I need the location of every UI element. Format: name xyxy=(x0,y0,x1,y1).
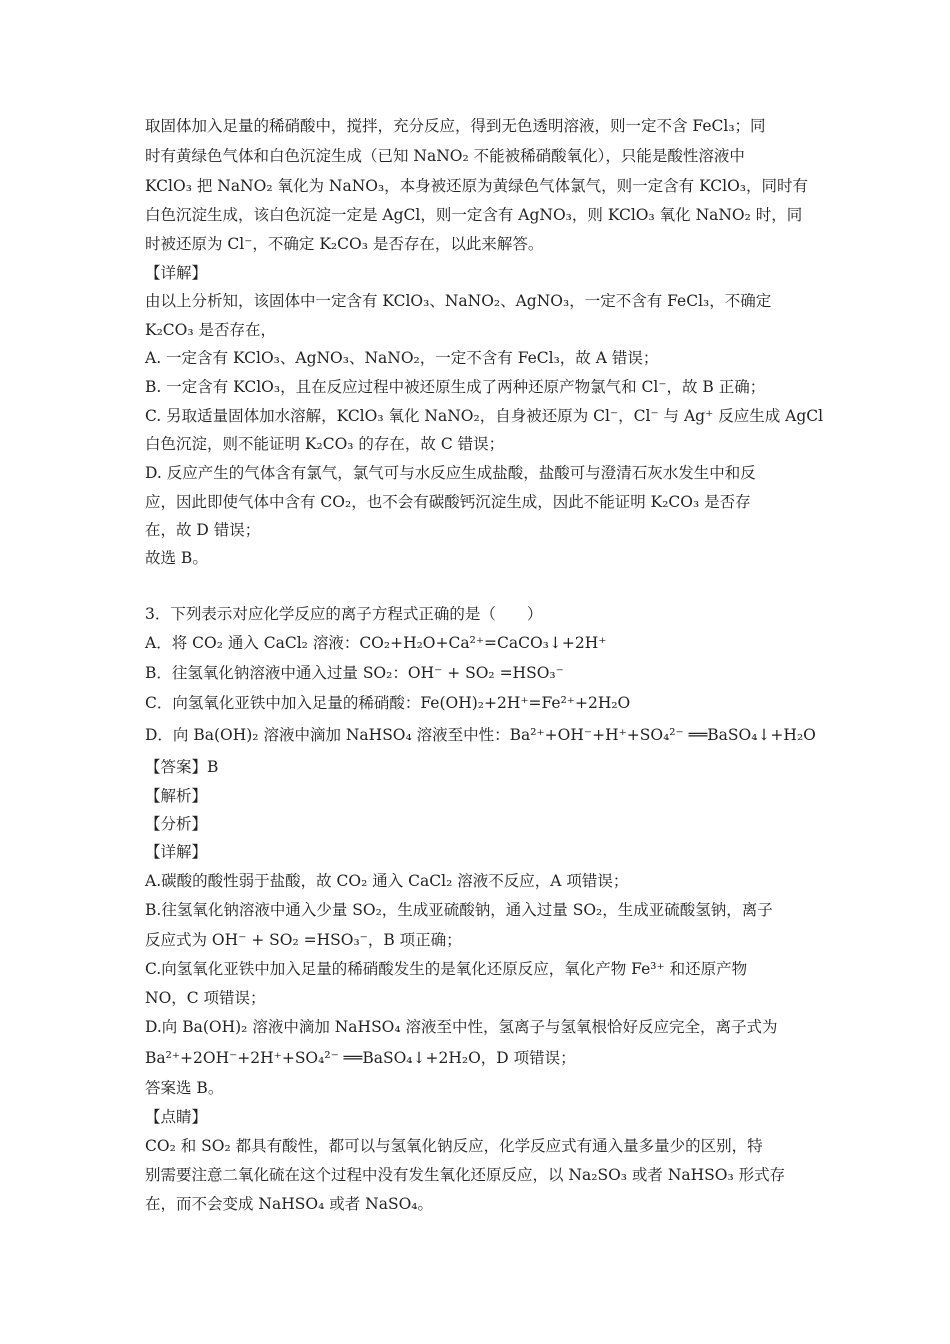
option-analysis-c: C. 另取适量固体加水溶解，KClO₃ 氧化 NaNO₂，自身被还原为 Cl⁻，Cl⁻ 与 Ag⁺ 反应生成 AgCl xyxy=(145,407,824,425)
explanation-c: C.向氢氧化亚铁中加入足量的稀硝酸发生的是氧化还原反应，氧化产物 Fe³⁺ 和还原产物 xyxy=(145,960,748,978)
paragraph-line: Ba²⁺+2OH⁻+2H⁺+SO₄²⁻ ══BaSO₄↓+2H₂O，D 项错误； xyxy=(145,1049,576,1067)
paragraph-line: 由以上分析知，该固体中一定含有 KClO₃、NaNO₂、AgNO₃，一定不含有 FeCl₃，不确定 xyxy=(145,292,772,310)
section-heading: 【详解】 xyxy=(145,843,208,861)
paragraph-line: 取固体加入足量的稀硝酸中，搅拌，充分反应，得到无色透明溶液，则一定不含 FeCl₃；同 xyxy=(145,117,766,135)
paragraph-line: 在，而不会变成 NaHSO₄ 或者 NaSO₄。 xyxy=(145,1195,433,1213)
paragraph-line: 应，因此即使气体中含有 CO₂，也不会有碳酸钙沉淀生成，因此不能证明 K₂CO₃ 是否存 xyxy=(145,493,751,511)
paragraph-line: 反应式为 OH⁻ + SO₂ =HSO₃⁻，B 项正确； xyxy=(145,931,462,949)
paragraph-line: NO，C 项错误； xyxy=(145,989,266,1007)
choice-a: A．将 CO₂ 通入 CaCl₂ 溶液：CO₂+H₂O+Ca²⁺=CaCO₃↓+2H⁺ xyxy=(145,634,607,652)
explanation-d: D.向 Ba(OH)₂ 溶液中滴加 NaHSO₄ 溶液至中性，氢离子与氢氧根恰好反应完全，离子式为 xyxy=(145,1018,778,1036)
paragraph-line: K₂CO₃ 是否存在， xyxy=(145,321,277,339)
paragraph-line: CO₂ 和 SO₂ 都具有酸性，都可以与氢氧化钠反应，化学反应式有通入量多量少的区别，特 xyxy=(145,1137,763,1155)
paragraph-line: 白色沉淀，则不能证明 K₂CO₃ 的存在，故 C 错误； xyxy=(145,435,505,453)
option-analysis-d: D. 反应产生的气体含有氯气，氯气可与水反应生成盐酸，盐酸可与澄清石灰水发生中和反 xyxy=(145,464,756,482)
conclusion-line: 答案选 B。 xyxy=(145,1079,224,1097)
answer-heading: 【答案】B xyxy=(145,758,219,776)
paragraph-line: 白色沉淀生成，该白色沉淀一定是 AgCl，则一定含有 AgNO₃，则 KClO₃ 氧化 NaNO₂ 时，同 xyxy=(145,206,803,224)
paragraph-line: KClO₃ 把 NaNO₂ 氧化为 NaNO₃，本身被还原为黄绿色气体氯气，则一定含有 KClO₃，同时有 xyxy=(145,177,809,195)
paragraph-line: 时被还原为 Cl⁻，不确定 K₂CO₃ 是否存在，以此来解答。 xyxy=(145,235,544,253)
explanation-b: B.往氢氧化钠溶液中通入少量 SO₂，生成亚硫酸钠，通入过量 SO₂，生成亚硫酸氢钠，离子 xyxy=(145,901,773,919)
choice-b: B．往氢氧化钠溶液中通入过量 SO₂：OH⁻ + SO₂ =HSO₃⁻ xyxy=(145,664,564,682)
explanation-a: A.碳酸的酸性弱于盐酸，故 CO₂ 通入 CaCl₂ 溶液不反应，A 项错误； xyxy=(145,872,629,890)
paragraph-line: 时有黄绿色气体和白色沉淀生成（已知 NaNO₂ 不能被稀硝酸氧化），只能是酸性溶液中 xyxy=(145,147,745,165)
section-heading: 【解析】 xyxy=(145,787,208,805)
paragraph-line: 别需要注意二氧化硫在这个过程中没有发生氧化还原反应，以 Na₂SO₃ 或者 NaHSO₃ 形式存 xyxy=(145,1166,786,1184)
option-analysis-b: B. 一定含有 KClO₃，且在反应过程中被还原生成了两种还原产物氯气和 Cl⁻，故 B 正确； xyxy=(145,378,766,396)
paragraph-line: 在，故 D 错误； xyxy=(145,521,261,539)
section-heading: 【分析】 xyxy=(145,815,208,833)
section-heading: 【详解】 xyxy=(145,264,208,282)
conclusion-line: 故选 B。 xyxy=(145,549,208,567)
option-analysis-a: A. 一定含有 KClO₃、AgNO₃、NaNO₂，一定不含有 FeCl₃，故 A 错误； xyxy=(145,349,659,367)
question-stem: 3．下列表示对应化学反应的离子方程式正确的是（ ） xyxy=(145,605,543,623)
section-heading: 【点睛】 xyxy=(145,1108,208,1126)
choice-d: D．向 Ba(OH)₂ 溶液中滴加 NaHSO₄ 溶液至中性：Ba²⁺+OH⁻+H⁺+SO₄²⁻ ══BaSO₄↓+H₂O xyxy=(145,726,816,744)
choice-c: C．向氢氧化亚铁中加入足量的稀硝酸：Fe(OH)₂+2H⁺=Fe²⁺+2H₂O xyxy=(145,694,631,712)
